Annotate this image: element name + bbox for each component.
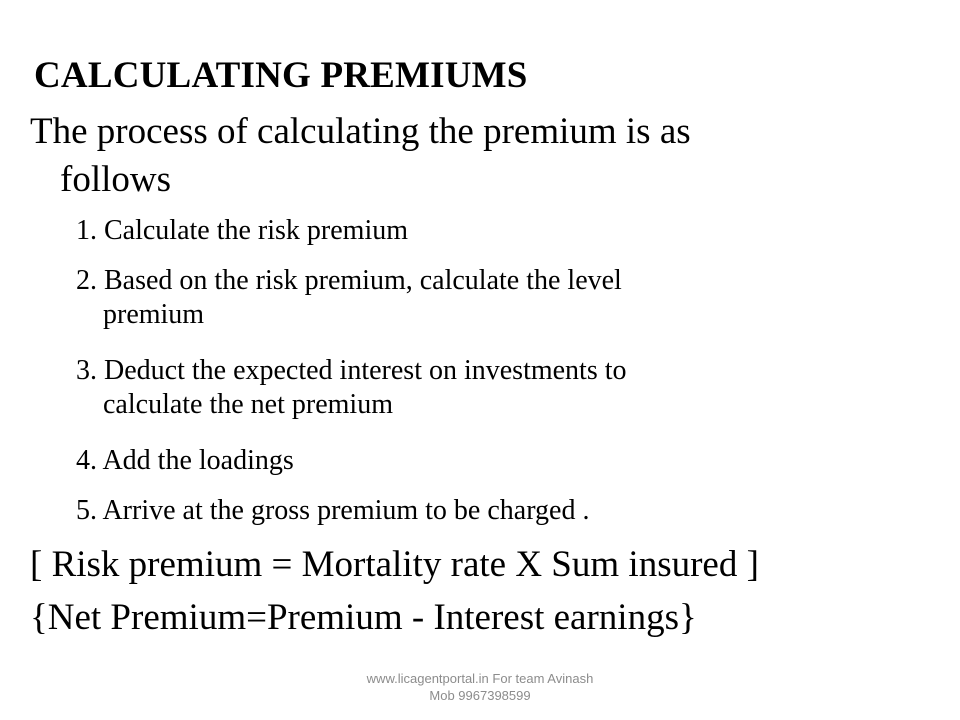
step-1-text: 1. Calculate the risk premium bbox=[76, 215, 409, 246]
risk-premium-formula: [ Risk premium = Mortality rate X Sum insured ] bbox=[30, 544, 759, 585]
net-premium-formula: {Net Premium=Premium - Interest earnings} bbox=[30, 597, 697, 638]
intro-paragraph bbox=[30, 108, 880, 204]
step-item-5 bbox=[76, 494, 876, 528]
footer-mobile: Mob 9967398599 bbox=[429, 688, 531, 703]
footer-watermark bbox=[0, 670, 960, 704]
step-item-2 bbox=[76, 264, 876, 332]
step-item-1 bbox=[76, 214, 876, 248]
step-4-text: 4. Add the loadings bbox=[76, 445, 294, 476]
intro-line-1: The process of calculating the premium is as bbox=[30, 111, 691, 152]
step-2-continuation: premium bbox=[103, 299, 205, 330]
step-3-text: 3. Deduct the expected interest on investments to bbox=[76, 355, 627, 386]
step-item-3 bbox=[76, 354, 876, 422]
intro-line-2: follows bbox=[60, 159, 171, 200]
step-item-4 bbox=[76, 444, 876, 478]
step-2-text: 2. Based on the risk premium, calculate the level bbox=[76, 265, 622, 296]
slide-title: CALCULATING PREMIUMS bbox=[34, 55, 528, 96]
step-5-text: 5. Arrive at the gross premium to be charged . bbox=[76, 495, 590, 526]
footer-website: www.licagentportal.in For team Avinash bbox=[366, 671, 594, 686]
step-3-continuation: calculate the net premium bbox=[103, 389, 393, 420]
